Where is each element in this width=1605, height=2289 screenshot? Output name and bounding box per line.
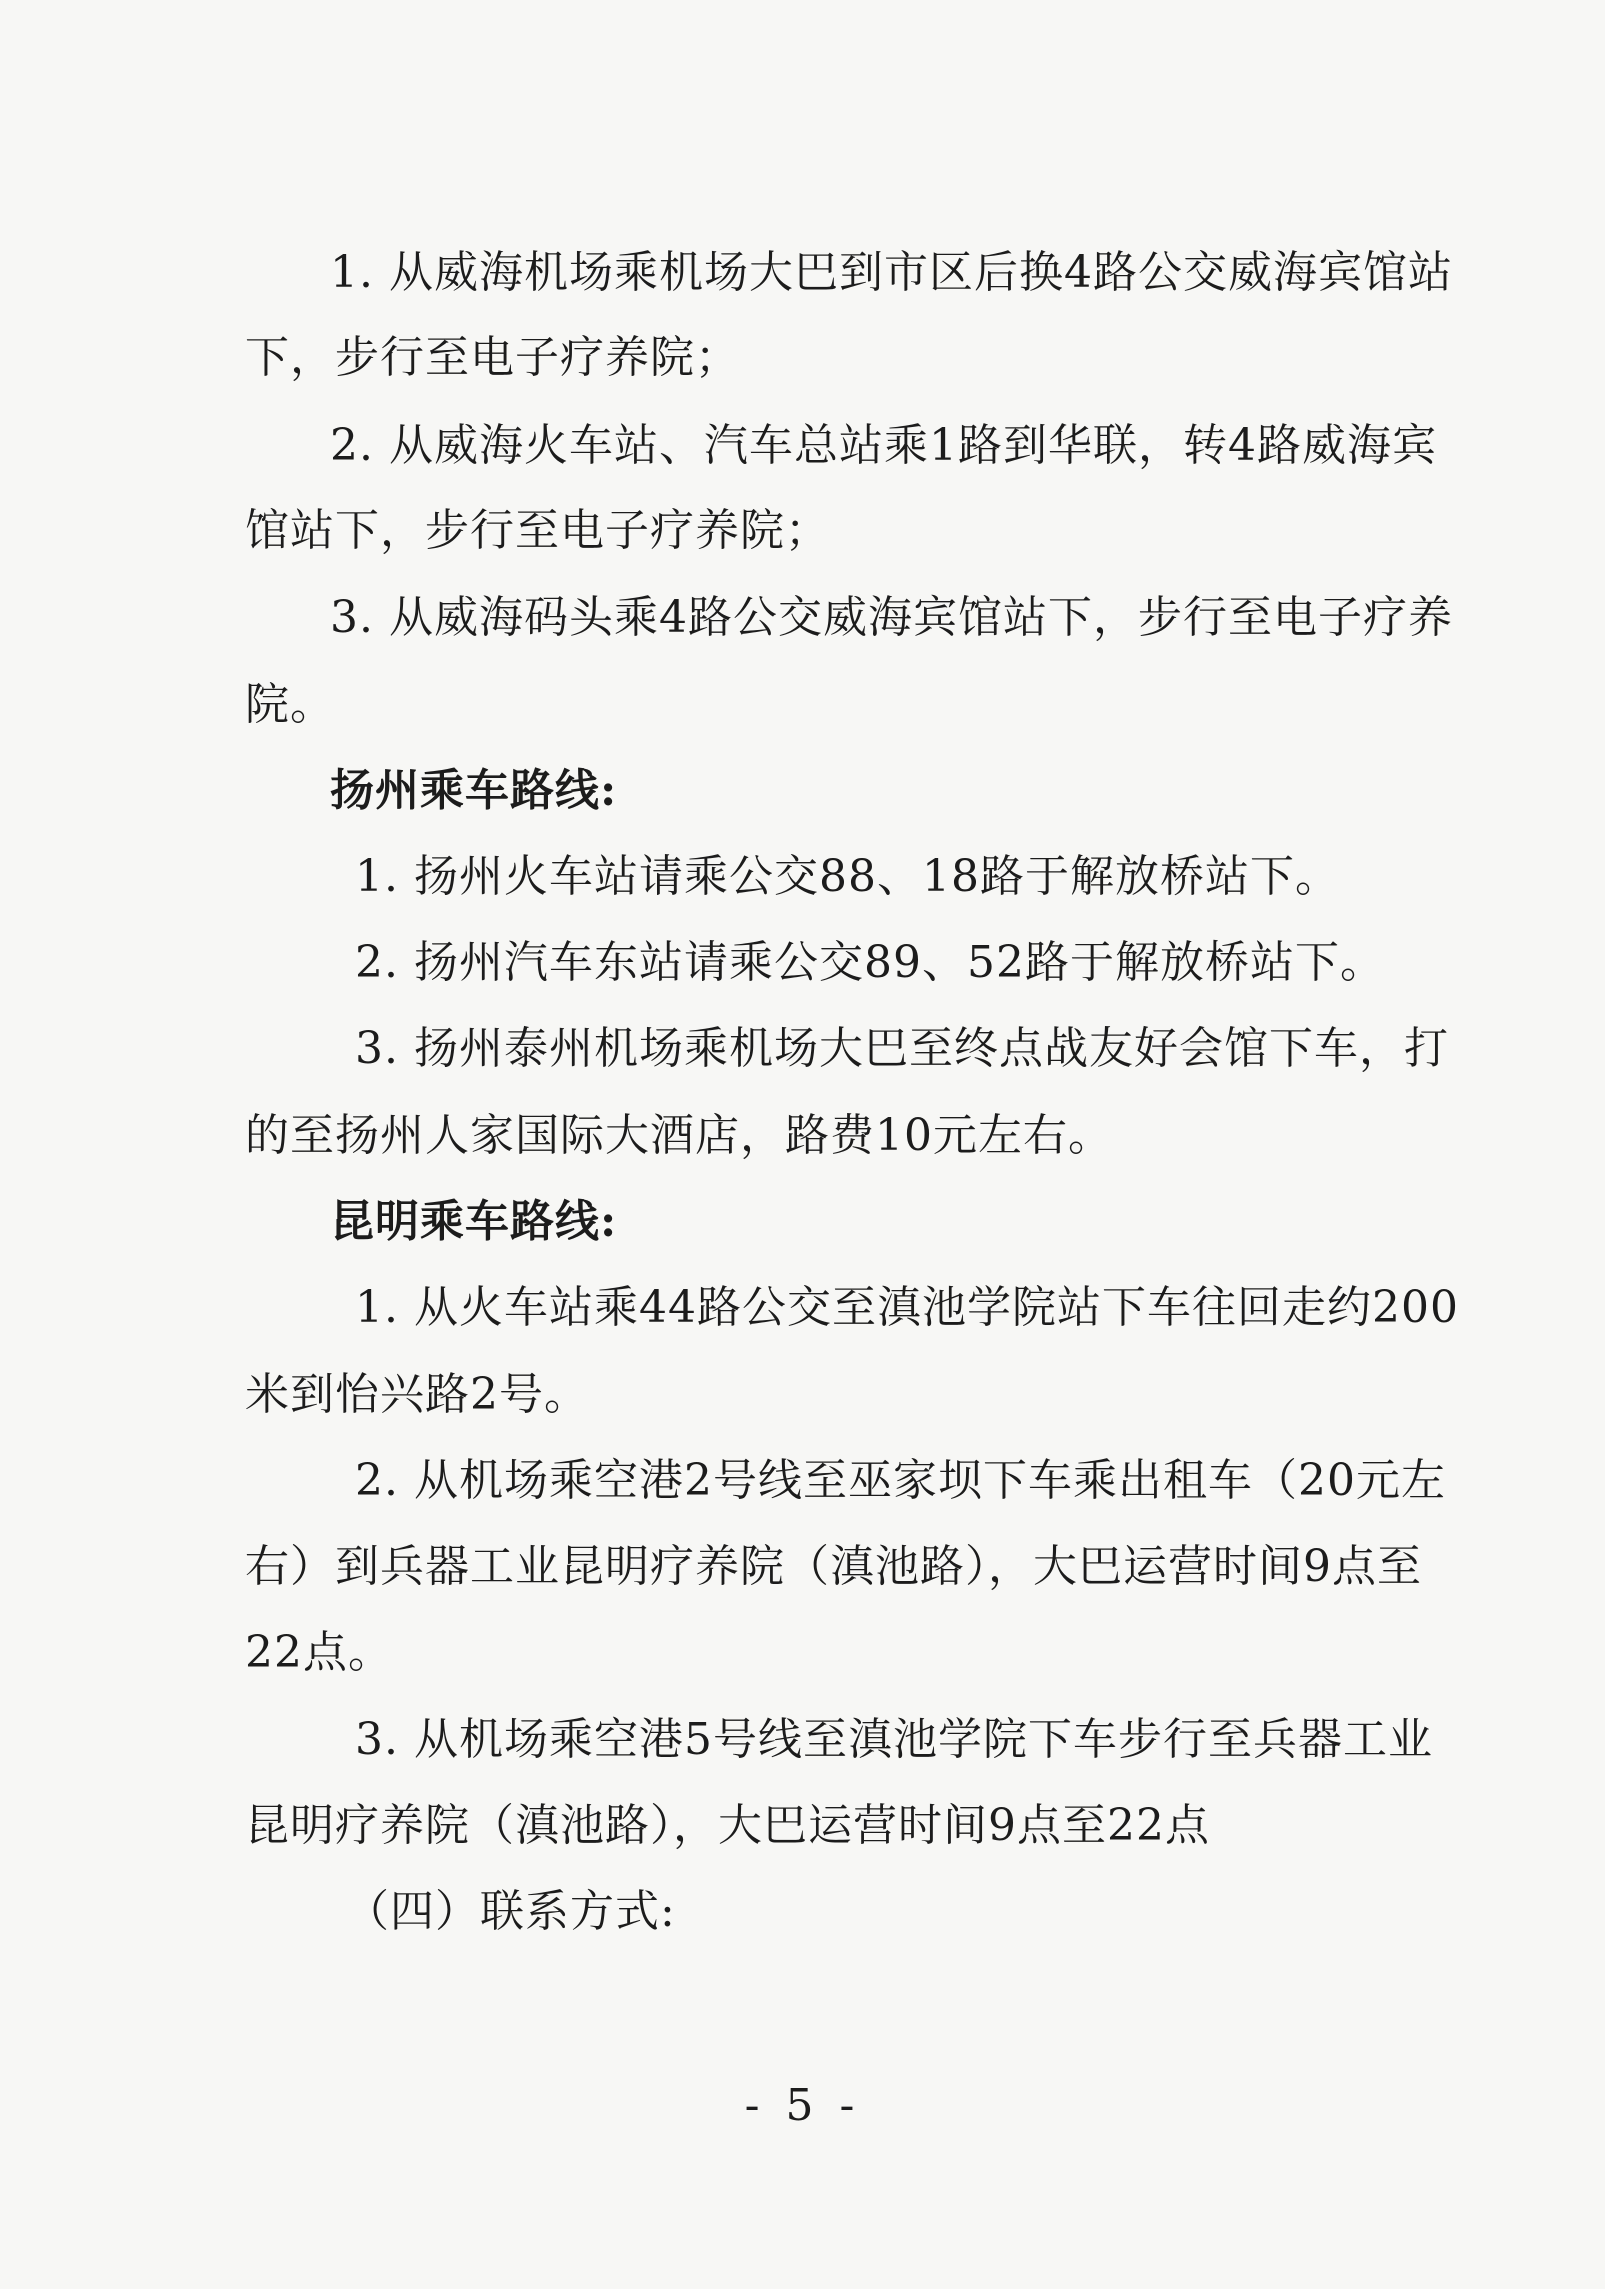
yangzhou-item-1: 1. 扬州火车站请乘公交88、18路于解放桥站下。 <box>355 851 1340 902</box>
weihai-item-2-line-1: 2. 从威海火车站、汽车总站乘1路到华联，转4路威海宾 <box>330 420 1437 471</box>
weihai-item-3-line-2: 院。 <box>245 679 335 730</box>
page-number: - 5 - <box>744 2080 861 2131</box>
yangzhou-heading: 扬州乘车路线: <box>330 765 618 816</box>
weihai-item-3-line-1: 3. 从威海码头乘4路公交威海宾馆站下，步行至电子疗养 <box>330 592 1453 643</box>
weihai-item-2-line-2: 馆站下，步行至电子疗养院； <box>245 505 830 556</box>
kunming-item-3-line-1: 3. 从机场乘空港5号线至滇池学院下车步行至兵器工业 <box>355 1714 1433 1765</box>
kunming-item-1-line-2: 米到怡兴路2号。 <box>245 1369 589 1420</box>
yangzhou-item-3-line-1: 3. 扬州泰州机场乘机场大巴至终点战友好会馆下车，打 <box>355 1023 1449 1074</box>
contact-heading: （四）联系方式: <box>345 1886 676 1937</box>
weihai-item-1-line-1: 1. 从威海机场乘机场大巴到市区后换4路公交威海宾馆站 <box>330 247 1453 298</box>
kunming-item-2-line-2: 右）到兵器工业昆明疗养院（滇池路），大巴运营时间9点至 <box>245 1541 1422 1592</box>
kunming-item-2-line-3: 22点。 <box>245 1627 393 1678</box>
kunming-item-3-line-2: 昆明疗养院（滇池路），大巴运营时间9点至22点 <box>245 1800 1210 1851</box>
yangzhou-item-3-line-2: 的至扬州人家国际大酒店，路费10元左右。 <box>245 1110 1113 1161</box>
kunming-item-2-line-1: 2. 从机场乘空港2号线至巫家坝下车乘出租车（20元左 <box>355 1455 1446 1506</box>
kunming-heading: 昆明乘车路线: <box>330 1196 618 1247</box>
weihai-item-1-line-2: 下，步行至电子疗养院； <box>245 332 740 383</box>
yangzhou-item-2: 2. 扬州汽车东站请乘公交89、52路于解放桥站下。 <box>355 937 1385 988</box>
kunming-item-1-line-1: 1. 从火车站乘44路公交至滇池学院站下车往回走约200 <box>355 1282 1459 1333</box>
